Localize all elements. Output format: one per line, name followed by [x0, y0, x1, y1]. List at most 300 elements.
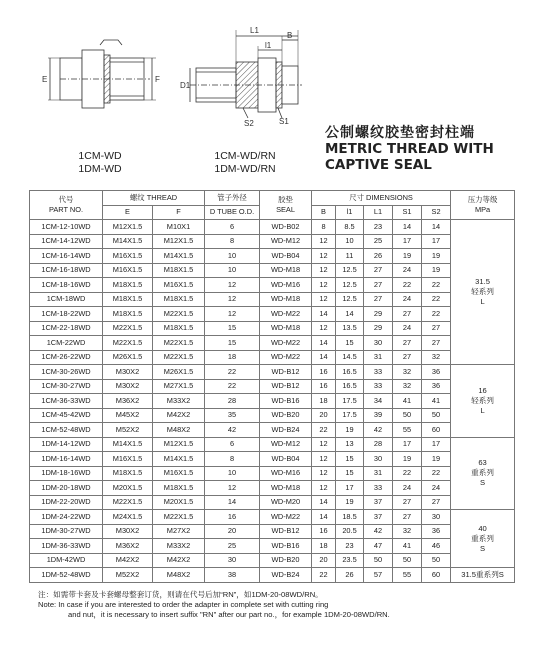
table-cell: 12.5 [336, 263, 364, 278]
table-cell: M48X2 [153, 423, 205, 438]
table-cell: 12 [205, 307, 260, 322]
table-cell: M33X2 [153, 539, 205, 554]
title-chinese: 公制螺纹胶垫密封柱端 [325, 124, 475, 140]
table-cell: 6 [205, 437, 260, 452]
table-cell: 23 [336, 539, 364, 554]
caption-left-line1: 1CM-WD [78, 150, 122, 162]
table-cell: 10 [205, 263, 260, 278]
header-e: E [103, 205, 153, 220]
table-cell: 36 [422, 365, 451, 380]
table-row [30, 234, 515, 249]
table-cell: M45X2 [103, 408, 153, 423]
header-b: B [312, 205, 336, 220]
table-cell: M22X1.5 [153, 510, 205, 525]
caption-left-line2: 1DM-WD [78, 163, 122, 175]
table-cell: 10 [205, 249, 260, 264]
table-cell: M14X1.5 [103, 234, 153, 249]
table-cell: 14 [312, 336, 336, 351]
table-cell: 12 [312, 249, 336, 264]
table-cell: WD-M22 [260, 307, 312, 322]
table-cell: 27 [422, 321, 451, 336]
table-cell: 16 [312, 524, 336, 539]
table-cell: 28 [205, 394, 260, 409]
table-cell: 50 [364, 553, 393, 568]
table-cell: 16.5 [336, 379, 364, 394]
table-cell: 19 [336, 423, 364, 438]
table-cell: M18X1.5 [103, 466, 153, 481]
table-cell: 50 [393, 408, 422, 423]
table-cell: 17.5 [336, 394, 364, 409]
table-cell: 24 [393, 321, 422, 336]
table-cell: 12 [205, 292, 260, 307]
table-cell: 19 [422, 249, 451, 264]
table-cell: 12 [312, 452, 336, 467]
dim-label-d1: D1 [180, 81, 191, 90]
table-cell: 19 [422, 263, 451, 278]
table-cell: 16 [312, 379, 336, 394]
table-cell: 12 [312, 437, 336, 452]
table-cell: 23.5 [336, 553, 364, 568]
table-cell: 30 [364, 452, 393, 467]
table-cell: 33 [364, 481, 393, 496]
pressure-grade-line: 16 [478, 385, 487, 395]
table-cell: 15 [205, 321, 260, 336]
dim-label-s2: S2 [244, 119, 254, 128]
table-cell: M42X2 [153, 408, 205, 423]
pressure-grade-cell [451, 220, 515, 365]
table-row [30, 495, 515, 510]
table-cell: M16X1.5 [153, 278, 205, 293]
table-cell: WD-M16 [260, 278, 312, 293]
table-cell: 41 [393, 539, 422, 554]
pressure-grade-line: L [480, 297, 485, 306]
table-row [30, 365, 515, 380]
table-cell: WD-B02 [260, 220, 312, 235]
pressure-grade-line: 重系列 [471, 533, 494, 543]
table-cell: M18X1.5 [153, 263, 205, 278]
table-cell: 20 [312, 553, 336, 568]
table-cell: WD-M22 [260, 336, 312, 351]
table-cell: 25 [364, 234, 393, 249]
table-cell: 26 [364, 249, 393, 264]
table-cell: 1CM-22-18WD [30, 321, 103, 336]
table-cell: 22 [393, 466, 422, 481]
table-cell: M22X1.5 [103, 321, 153, 336]
table-cell: 17 [393, 437, 422, 452]
table-cell: 24 [393, 292, 422, 307]
table-cell: 32 [422, 350, 451, 365]
table-cell: 50 [393, 553, 422, 568]
table-cell: 11 [336, 249, 364, 264]
table-cell: M16X1.5 [103, 249, 153, 264]
header-s2: S2 [422, 205, 451, 220]
table-cell: 1DM-24-22WD [30, 510, 103, 525]
dim-label-l-small: l1 [265, 41, 272, 50]
note-english-line2: and nut，it is necessary to insert suffix "RN" after our part no.，for example 1DM-20-08WD/RN. [68, 610, 390, 620]
table-cell: 1DM-16-14WD [30, 452, 103, 467]
pressure-grade-cell [451, 365, 515, 438]
table-cell: M52X2 [103, 423, 153, 438]
table-cell: M22X1.5 [103, 336, 153, 351]
fitting-drawing-right [190, 30, 302, 118]
table-cell: 8 [205, 234, 260, 249]
table-row [30, 524, 515, 539]
pressure-grade-cell [451, 568, 515, 583]
title-english-line2: CAPTIVE SEAL [325, 157, 432, 173]
table-cell: 26 [336, 568, 364, 583]
table-cell: WD-M18 [260, 292, 312, 307]
table-cell: M18X1.5 [103, 307, 153, 322]
table-cell: 55 [393, 423, 422, 438]
table-cell: 34 [364, 394, 393, 409]
table-row [30, 394, 515, 409]
table-cell: 12 [312, 466, 336, 481]
table-row [30, 379, 515, 394]
table-cell: 24 [393, 481, 422, 496]
table-cell: 1CM-36-33WD [30, 394, 103, 409]
dim-label-s1: S1 [279, 117, 289, 126]
pressure-grade-line: 轻系列 [471, 395, 494, 405]
table-cell: 46 [422, 539, 451, 554]
table-cell: 16 [312, 365, 336, 380]
table-cell: 30 [364, 336, 393, 351]
table-cell: 29 [364, 321, 393, 336]
dim-label-l1: L1 [250, 26, 259, 35]
table-cell: 18 [205, 350, 260, 365]
table-row [30, 481, 515, 496]
header-f: F [153, 205, 205, 220]
table-cell: M10X1 [153, 220, 205, 235]
table-row [30, 539, 515, 554]
header-l1-small: l1 [336, 205, 364, 220]
table-cell: M16X1.5 [153, 466, 205, 481]
note-chinese: 注：如需带卡套及卡套螺母整套订货，则请在代号后加“RN”，如1DM-20-08WD/RN。 [38, 590, 323, 599]
table-cell: WD-M20 [260, 495, 312, 510]
table-row [30, 510, 515, 525]
table-row [30, 350, 515, 365]
table-cell: 16 [205, 510, 260, 525]
pressure-grade-line: 轻系列 [471, 287, 494, 296]
table-cell: 1CM-22WD [30, 336, 103, 351]
table-cell: 14 [312, 307, 336, 322]
table-cell: 12.5 [336, 292, 364, 307]
table-cell: 14 [422, 220, 451, 235]
table-cell: M27X2 [153, 524, 205, 539]
table-cell: 60 [422, 423, 451, 438]
table-cell: 55 [393, 568, 422, 583]
table-row [30, 263, 515, 278]
table-cell: M30X2 [103, 379, 153, 394]
table-cell: 22 [393, 278, 422, 293]
header-grade: 压力等级 MPa [451, 191, 515, 220]
table-cell: 1CM-14-12WD [30, 234, 103, 249]
header-part-no: 代号 PART NO. [30, 191, 103, 220]
pressure-grade-cell [451, 437, 515, 510]
table-cell: M16X1.5 [103, 452, 153, 467]
table-cell: WD-B04 [260, 249, 312, 264]
table-cell: 1DM-18-16WD [30, 466, 103, 481]
table-cell: M20X1.5 [103, 481, 153, 496]
table-cell: 27 [364, 278, 393, 293]
table-cell: 31 [364, 350, 393, 365]
table-cell: WD-B04 [260, 452, 312, 467]
table-cell: WD-B12 [260, 379, 312, 394]
table-cell: 20 [205, 524, 260, 539]
table-cell: 42 [364, 524, 393, 539]
table-cell: 17 [422, 234, 451, 249]
table-cell: 1CM-16-14WD [30, 249, 103, 264]
table-cell: 8 [312, 220, 336, 235]
table-row [30, 452, 515, 467]
table-cell: 22 [205, 379, 260, 394]
table-cell: M18X1.5 [103, 278, 153, 293]
table-cell: M22X1.5 [153, 336, 205, 351]
table-cell: M12X1.5 [103, 220, 153, 235]
table-cell: 30 [422, 510, 451, 525]
fitting-drawing-left [48, 40, 156, 108]
table-cell: 13 [336, 437, 364, 452]
table-cell: WD-B20 [260, 553, 312, 568]
pressure-grade-line: 40 [478, 523, 487, 533]
header-L1: L1 [364, 205, 393, 220]
table-cell: 35 [205, 408, 260, 423]
table-cell: 29 [364, 307, 393, 322]
table-cell: WD-B20 [260, 408, 312, 423]
table-cell: 1DM-30-27WD [30, 524, 103, 539]
caption-right-line1: 1CM-WD/RN [214, 150, 276, 162]
dim-label-f: F [155, 75, 160, 84]
caption-right-line2: 1DM-WD/RN [214, 163, 276, 175]
note-english-line1: Note: In case if you are interested to order the adapter in complete set with cutting ring [38, 600, 329, 610]
table-row [30, 568, 515, 583]
section-title [325, 124, 530, 173]
table-cell: M22X1.5 [153, 307, 205, 322]
table-cell: 38 [205, 568, 260, 583]
table-cell: 12 [312, 481, 336, 496]
pressure-grade-cell [451, 510, 515, 568]
table-cell: WD-B24 [260, 568, 312, 583]
header-tube-en: D TUBE O.D. [205, 205, 260, 220]
table-cell: 14 [393, 220, 422, 235]
table-cell: 6 [205, 220, 260, 235]
table-cell: 22 [422, 307, 451, 322]
dim-label-b: B [287, 31, 293, 40]
spec-table [29, 190, 515, 583]
table-cell: 1DM-52-48WD [30, 568, 103, 583]
table-cell: 32 [393, 379, 422, 394]
table-cell: 17 [393, 234, 422, 249]
table-cell: WD-M12 [260, 234, 312, 249]
table-cell: 12 [312, 292, 336, 307]
table-cell: 32 [393, 365, 422, 380]
table-cell: WD-M18 [260, 263, 312, 278]
table-cell: 20 [312, 408, 336, 423]
table-cell: WD-M18 [260, 481, 312, 496]
table-cell: 30 [205, 553, 260, 568]
table-cell: 13.5 [336, 321, 364, 336]
table-cell: 19 [393, 452, 422, 467]
table-cell: M36X2 [103, 539, 153, 554]
pressure-grade-line: 31.5重系列S [461, 569, 504, 579]
table-cell: M42X2 [103, 553, 153, 568]
table-cell: 1CM-26-22WD [30, 350, 103, 365]
header-tube-cn: 管子外径 [205, 191, 260, 206]
table-cell: 14 [205, 495, 260, 510]
table-cell: 15 [336, 336, 364, 351]
table-row [30, 278, 515, 293]
table-cell: 15 [205, 336, 260, 351]
table-cell: 22 [422, 466, 451, 481]
table-cell: M18X1.5 [153, 481, 205, 496]
table-cell: 41 [393, 394, 422, 409]
table-cell: 39 [364, 408, 393, 423]
table-cell: 14 [312, 350, 336, 365]
table-cell: 1CM-18WD [30, 292, 103, 307]
table-cell: 1CM-30-27WD [30, 379, 103, 394]
table-row [30, 336, 515, 351]
table-row [30, 307, 515, 322]
table-cell: 1CM-30-26WD [30, 365, 103, 380]
table-cell: WD-M16 [260, 466, 312, 481]
table-cell: M20X1.5 [153, 495, 205, 510]
table-cell: 14 [312, 510, 336, 525]
table-cell: 57 [364, 568, 393, 583]
table-cell: 27 [422, 336, 451, 351]
table-cell: M48X2 [153, 568, 205, 583]
table-cell: 1DM-14-12WD [30, 437, 103, 452]
table-row [30, 220, 515, 235]
pressure-grade-line: L [480, 405, 485, 415]
pressure-grade-line: 63 [478, 458, 487, 468]
table-cell: M30X2 [103, 524, 153, 539]
table-cell: 12 [312, 234, 336, 249]
table-cell: 16.5 [336, 365, 364, 380]
table-cell: 41 [422, 394, 451, 409]
table-cell: 1CM-18-16WD [30, 278, 103, 293]
table-cell: 20.5 [336, 524, 364, 539]
table-cell: 19 [336, 495, 364, 510]
table-cell: 28 [364, 437, 393, 452]
table-cell: 22 [422, 292, 451, 307]
table-row [30, 437, 515, 452]
table-cell: 18.5 [336, 510, 364, 525]
table-cell: M42X2 [153, 553, 205, 568]
table-cell: 50 [422, 408, 451, 423]
table-cell: M36X2 [103, 394, 153, 409]
table-cell: 12 [312, 321, 336, 336]
table-row [30, 321, 515, 336]
table-cell: WD-M12 [260, 437, 312, 452]
table-cell: 50 [422, 553, 451, 568]
table-cell: M30X2 [103, 365, 153, 380]
table-cell: 1DM-36-33WD [30, 539, 103, 554]
table-cell: 27 [393, 350, 422, 365]
table-cell: 31 [364, 466, 393, 481]
table-cell: M22X1.5 [153, 350, 205, 365]
spec-table-body [30, 220, 515, 583]
table-cell: 23 [364, 220, 393, 235]
table-cell: 32 [393, 524, 422, 539]
table-cell: 10 [336, 234, 364, 249]
header-s1: S1 [393, 205, 422, 220]
table-cell: 8 [205, 452, 260, 467]
table-cell: 22 [312, 423, 336, 438]
caption-right [190, 150, 300, 176]
table-cell: M12X1.5 [153, 437, 205, 452]
table-cell: 1DM-42WD [30, 553, 103, 568]
table-cell: M14X1.5 [153, 249, 205, 264]
table-cell: M26X1.5 [153, 365, 205, 380]
pressure-grade-line: 31.5 [475, 277, 490, 286]
table-cell: 1CM-16-18WD [30, 263, 103, 278]
table-cell: 33 [364, 379, 393, 394]
table-cell: 42 [205, 423, 260, 438]
table-cell: 27 [393, 495, 422, 510]
table-cell: WD-M22 [260, 510, 312, 525]
table-cell: 17 [336, 481, 364, 496]
table-cell: 36 [422, 379, 451, 394]
table-cell: 37 [364, 495, 393, 510]
table-cell: M16X1.5 [103, 263, 153, 278]
table-cell: 27 [393, 336, 422, 351]
pressure-grade-line: S [480, 543, 486, 553]
footnote [38, 590, 518, 621]
table-cell: WD-M18 [260, 321, 312, 336]
table-cell: M18X1.5 [153, 292, 205, 307]
title-english-line1: METRIC THREAD WITH [325, 141, 494, 157]
table-cell: M14X1.5 [153, 452, 205, 467]
table-cell: M27X1.5 [153, 379, 205, 394]
table-cell: 27 [393, 510, 422, 525]
table-cell: 1CM-18-22WD [30, 307, 103, 322]
table-cell: 27 [422, 495, 451, 510]
table-cell: WD-M22 [260, 350, 312, 365]
table-cell: 27 [364, 263, 393, 278]
table-cell: 17.5 [336, 408, 364, 423]
table-cell: 12 [205, 278, 260, 293]
table-cell: M12X1.5 [153, 234, 205, 249]
table-cell: M22X1.5 [103, 495, 153, 510]
table-cell: M18X1.5 [153, 321, 205, 336]
table-cell: 22 [205, 365, 260, 380]
table-cell: 1CM-12-10WD [30, 220, 103, 235]
table-cell: 12 [205, 481, 260, 496]
table-cell: 27 [364, 292, 393, 307]
table-cell: 18 [312, 394, 336, 409]
table-cell: 12.5 [336, 278, 364, 293]
table-cell: 14 [336, 307, 364, 322]
table-cell: 12 [312, 278, 336, 293]
pressure-grade-line: 重系列 [471, 468, 494, 478]
table-cell: 27 [393, 307, 422, 322]
table-cell: WD-B16 [260, 394, 312, 409]
table-row [30, 553, 515, 568]
table-cell: M26X1.5 [103, 350, 153, 365]
table-row [30, 423, 515, 438]
table-row [30, 292, 515, 307]
table-cell: M18X1.5 [103, 292, 153, 307]
table-cell: M24X1.5 [103, 510, 153, 525]
table-cell: 14.5 [336, 350, 364, 365]
table-cell: 10 [205, 466, 260, 481]
table-cell: 18 [312, 539, 336, 554]
table-cell: 17 [422, 437, 451, 452]
table-cell: 1CM-52-48WD [30, 423, 103, 438]
table-cell: M33X2 [153, 394, 205, 409]
table-cell: 22 [422, 278, 451, 293]
table-cell: 33 [364, 365, 393, 380]
table-cell: 15 [336, 452, 364, 467]
